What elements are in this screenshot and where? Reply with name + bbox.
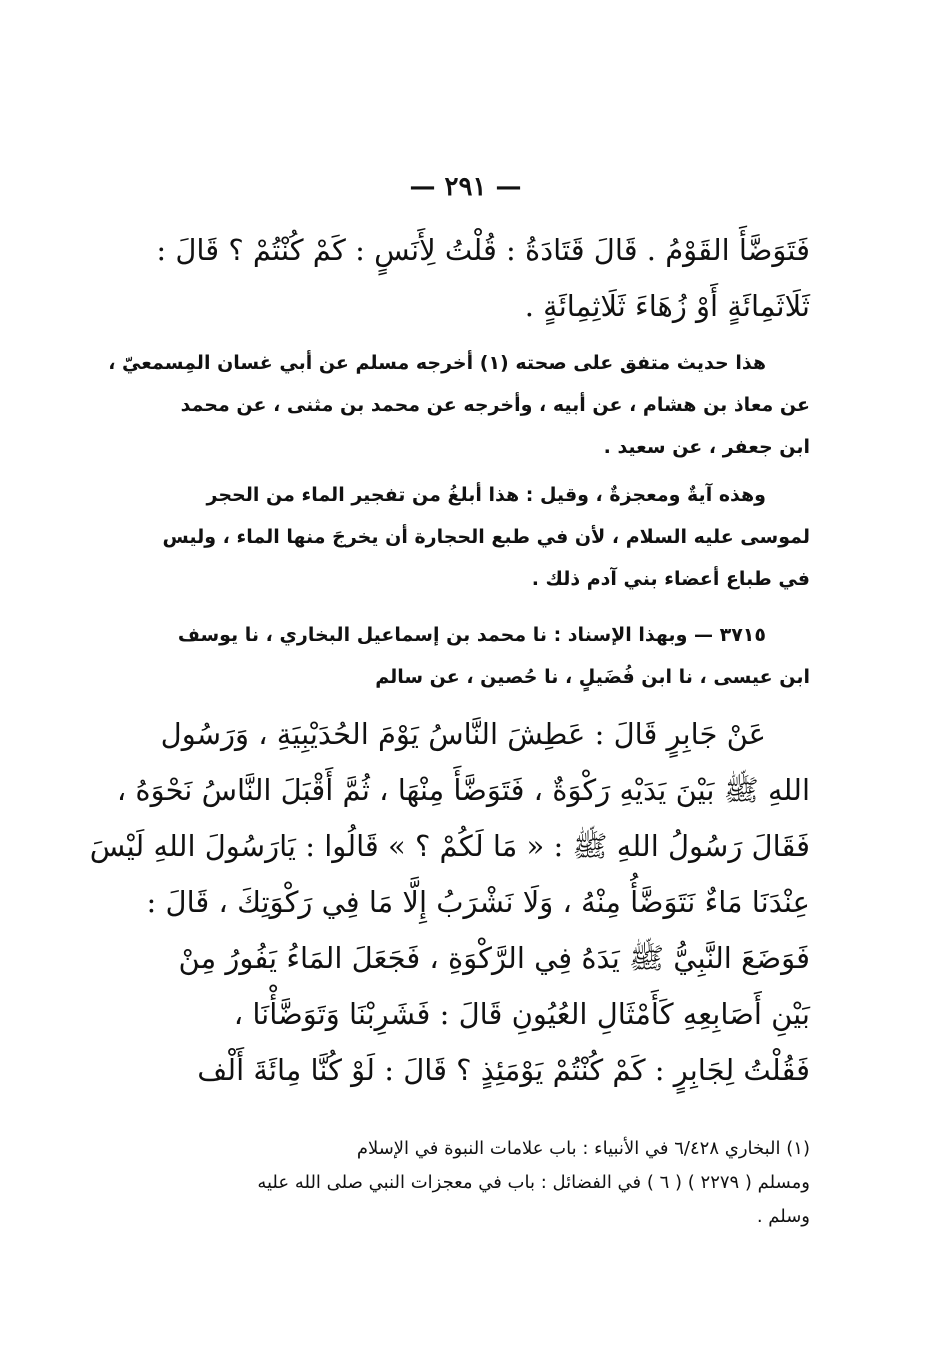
text-line: وهذه آيةٌ ومعجزةٌ ، وقيل : هذا أبلغُ من تفجير الماء من الحجر [206, 484, 766, 506]
text-line: فَقُلْتُ لِجَابِرٍ : كَمْ كُنْتُمْ يَوْمَئِذٍ ؟ قَالَ : لَوْ كُنَّا مِائَةَ أَلْف [197, 1053, 810, 1087]
text-line: ابن عيسى ، نا ابن فُضَيلٍ ، نا حُصين ، عن سالم [375, 666, 810, 688]
text-line: بَيْنِ أَصَابِعِهِ كَأَمْثَالِ العُيُونِ قَالَ : فَشَرِبْنَا وَتَوَضَّأْنَا ، [233, 997, 810, 1031]
text-line: عن معاذ بن هشام ، عن أبيه ، وأخرجه عن محمد بن مثنى ، عن محمد [180, 394, 810, 416]
text-line: هذا حديث متفق على صحته (١) أخرجه مسلم عن أبي غسان المِسمعيّ ، [108, 352, 766, 374]
commentary-miracle [160, 474, 810, 600]
commentary-authentication [108, 342, 810, 468]
page-number: — ٢٩١ — [409, 172, 522, 202]
text-line: لموسى عليه السلام ، لأن في طبع الحجارة أن يخرجَ منها الماء ، وليس [162, 526, 810, 548]
text-line: اللهِ ﷺ بَيْنَ يَدَيْهِ رَكْوَةٌ ، فَتَوَضَّأَ مِنْهَا ، ثُمَّ أَقْبَلَ النَّاسُ نَحْوَهُ ، [116, 773, 810, 807]
text-line: فَوَضَعَ النَّبِيُّ ﷺ يَدَهُ فِي الرَّكْوَةِ ، فَجَعَلَ المَاءُ يَفُورُ مِنْ [178, 941, 810, 975]
footnote [160, 1132, 810, 1234]
hadith-isnad [160, 614, 810, 698]
footnote-divider [160, 1120, 810, 1121]
text-line: فَقَالَ رَسُولُ اللهِ ﷺ : « مَا لَكُمْ ؟ » قَالُوا : يَارَسُولَ اللهِ لَيْسَ [89, 829, 810, 863]
text-line: ثَلَاثَمِائَةٍ أَوْ زُهَاءَ ثَلَاثِمِائَةٍ . [524, 289, 810, 323]
hadith-continuation [156, 222, 810, 334]
hadith-matn [89, 706, 810, 1098]
text-line: في طباع أعضاء بني آدم ذلك . [531, 568, 810, 590]
text-line: ابن جعفر ، عن سعيد . [603, 436, 810, 458]
footnote-line: ومسلم ( ٢٢٧٩ ) ( ٦ ) في الفضائل : باب في معجزات النبي صلى الله عليه [257, 1172, 810, 1193]
text-line: عِنْدَنَا مَاءٌ نَتَوَضَّأُ مِنْهُ ، وَلَا نَشْرَبُ إِلَّا مَا فِي رَكْوَتِكَ ، قَالَ : [146, 885, 810, 919]
text-line: ٣٧١٥ — وبهذا الإسناد : نا محمد بن إسماعيل البخاري ، نا يوسف [177, 624, 766, 646]
footnote-line: (١) البخاري ٦/٤٢٨ في الأنبياء : باب علامات النبوة في الإسلام [356, 1138, 810, 1159]
text-line: عَنْ جَابِرٍ قَالَ : عَطِشَ النَّاسُ يَوْمَ الحُدَيْبِيَةِ ، وَرَسُول [160, 717, 766, 751]
footnote-line: وسلم . [756, 1206, 810, 1227]
text-line: فَتَوَضَّأَ القَوْمُ . قَالَ قَتَادَةُ : قُلْتُ لِأَنَسٍ : كَمْ كُنْتُمْ ؟ قَالَ : [156, 233, 810, 267]
